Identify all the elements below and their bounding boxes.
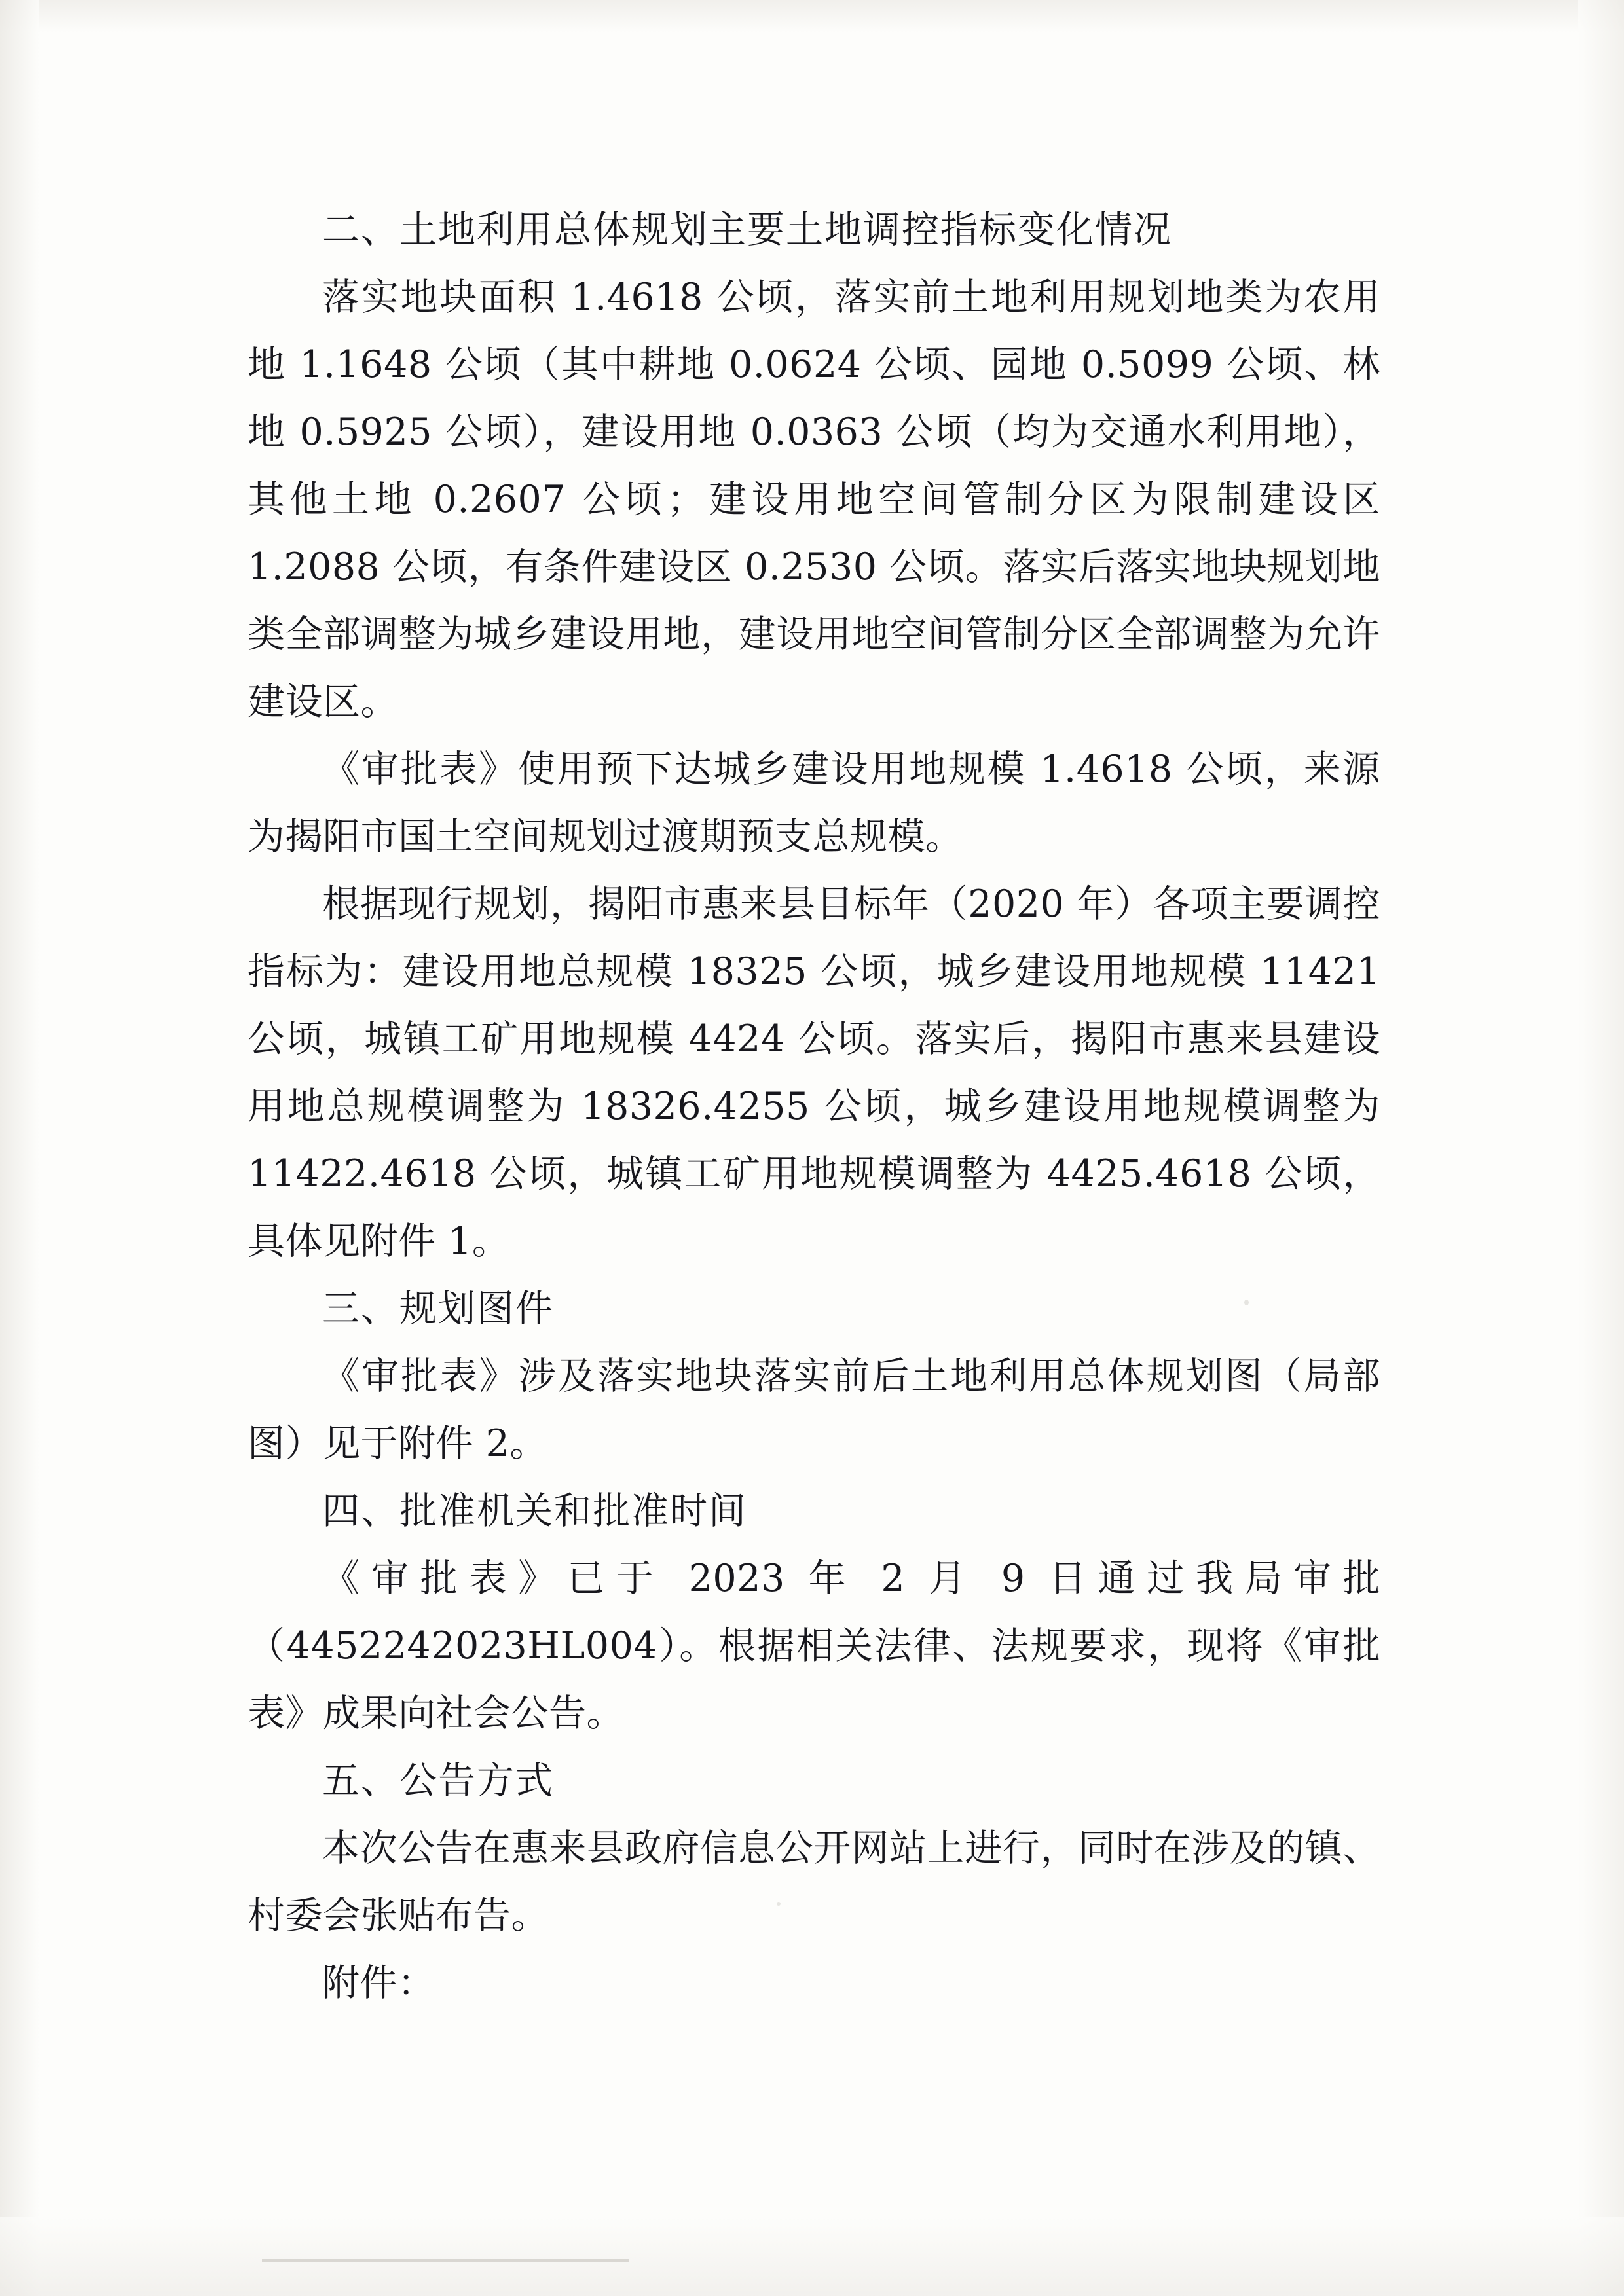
section-heading-two: 二、土地利用总体规划主要土地调控指标变化情况: [322, 208, 1172, 251]
page-edge-shading-left: [0, 0, 39, 2296]
paragraph-plan-drawings: 《审批表》涉及落实地块落实前后土地利用总体规划图（局部图）见于附件 2。: [248, 1355, 1380, 1465]
page-edge-shading-bottom: [0, 2217, 1624, 2296]
paragraph-land-use-indicators: 落实地块面积 1.4618 公顷，落实前土地利用规划地类为农用地 1.1648 公顷（其中耕地 0.0624 公顷、园地 0.5099 公顷、林地 0.5925 公顷），建设用地 0.0363 公顷（均为交通水利用地），其他土地 0.2607 公顷；建设用地空间管制分区为限制建设区 1.2088 公顷，有条件建设区 0.2530 公顷。落实后落实地块规划地类全部调整为城乡建设用地，建设用地空间管制分区全部调整为允许建设区。: [248, 276, 1380, 723]
document-body: [248, 196, 1380, 2017]
section-heading-five: 五、公告方式: [322, 1759, 554, 1802]
attachments-label: 附件：: [322, 1961, 435, 2005]
paragraph-approval-table-scale: 《审批表》使用预下达城乡建设用地规模 1.4618 公顷，来源为揭阳市国土空间规划过渡期预支总规模。: [248, 748, 1380, 858]
page-footer-rule: [262, 2259, 629, 2262]
paragraph-approval-authority-time: 《审批表》已于 2023 年 2 月 9 日通过我局审批（4452242023HL004）。根据相关法律、法规要求，现将《审批表》成果向社会公告。: [248, 1557, 1380, 1735]
section-heading-three: 三、规划图件: [322, 1287, 554, 1330]
page-edge-shading-top: [0, 0, 1624, 33]
page-edge-shading-right: [1578, 0, 1624, 2296]
section-heading-four: 四、批准机关和批准时间: [322, 1489, 747, 1533]
paragraph-current-plan-indicators: 根据现行规划，揭阳市惠来县目标年（2020 年）各项主要调控指标为：建设用地总规模 18325 公顷，城乡建设用地规模 11421 公顷，城镇工矿用地规模 4424 公顷。落实后，揭阳市惠来县建设用地总规模调整为 18326.4255 公顷，城乡建设用地规模调整为 11422.4618 公顷，城镇工矿用地规模调整为 4425.4618 公顷，具体见附件 1。: [248, 883, 1380, 1263]
paragraph-announcement-method: 本次公告在惠来县政府信息公开网站上进行，同时在涉及的镇、村委会张贴布告。: [248, 1827, 1380, 1937]
